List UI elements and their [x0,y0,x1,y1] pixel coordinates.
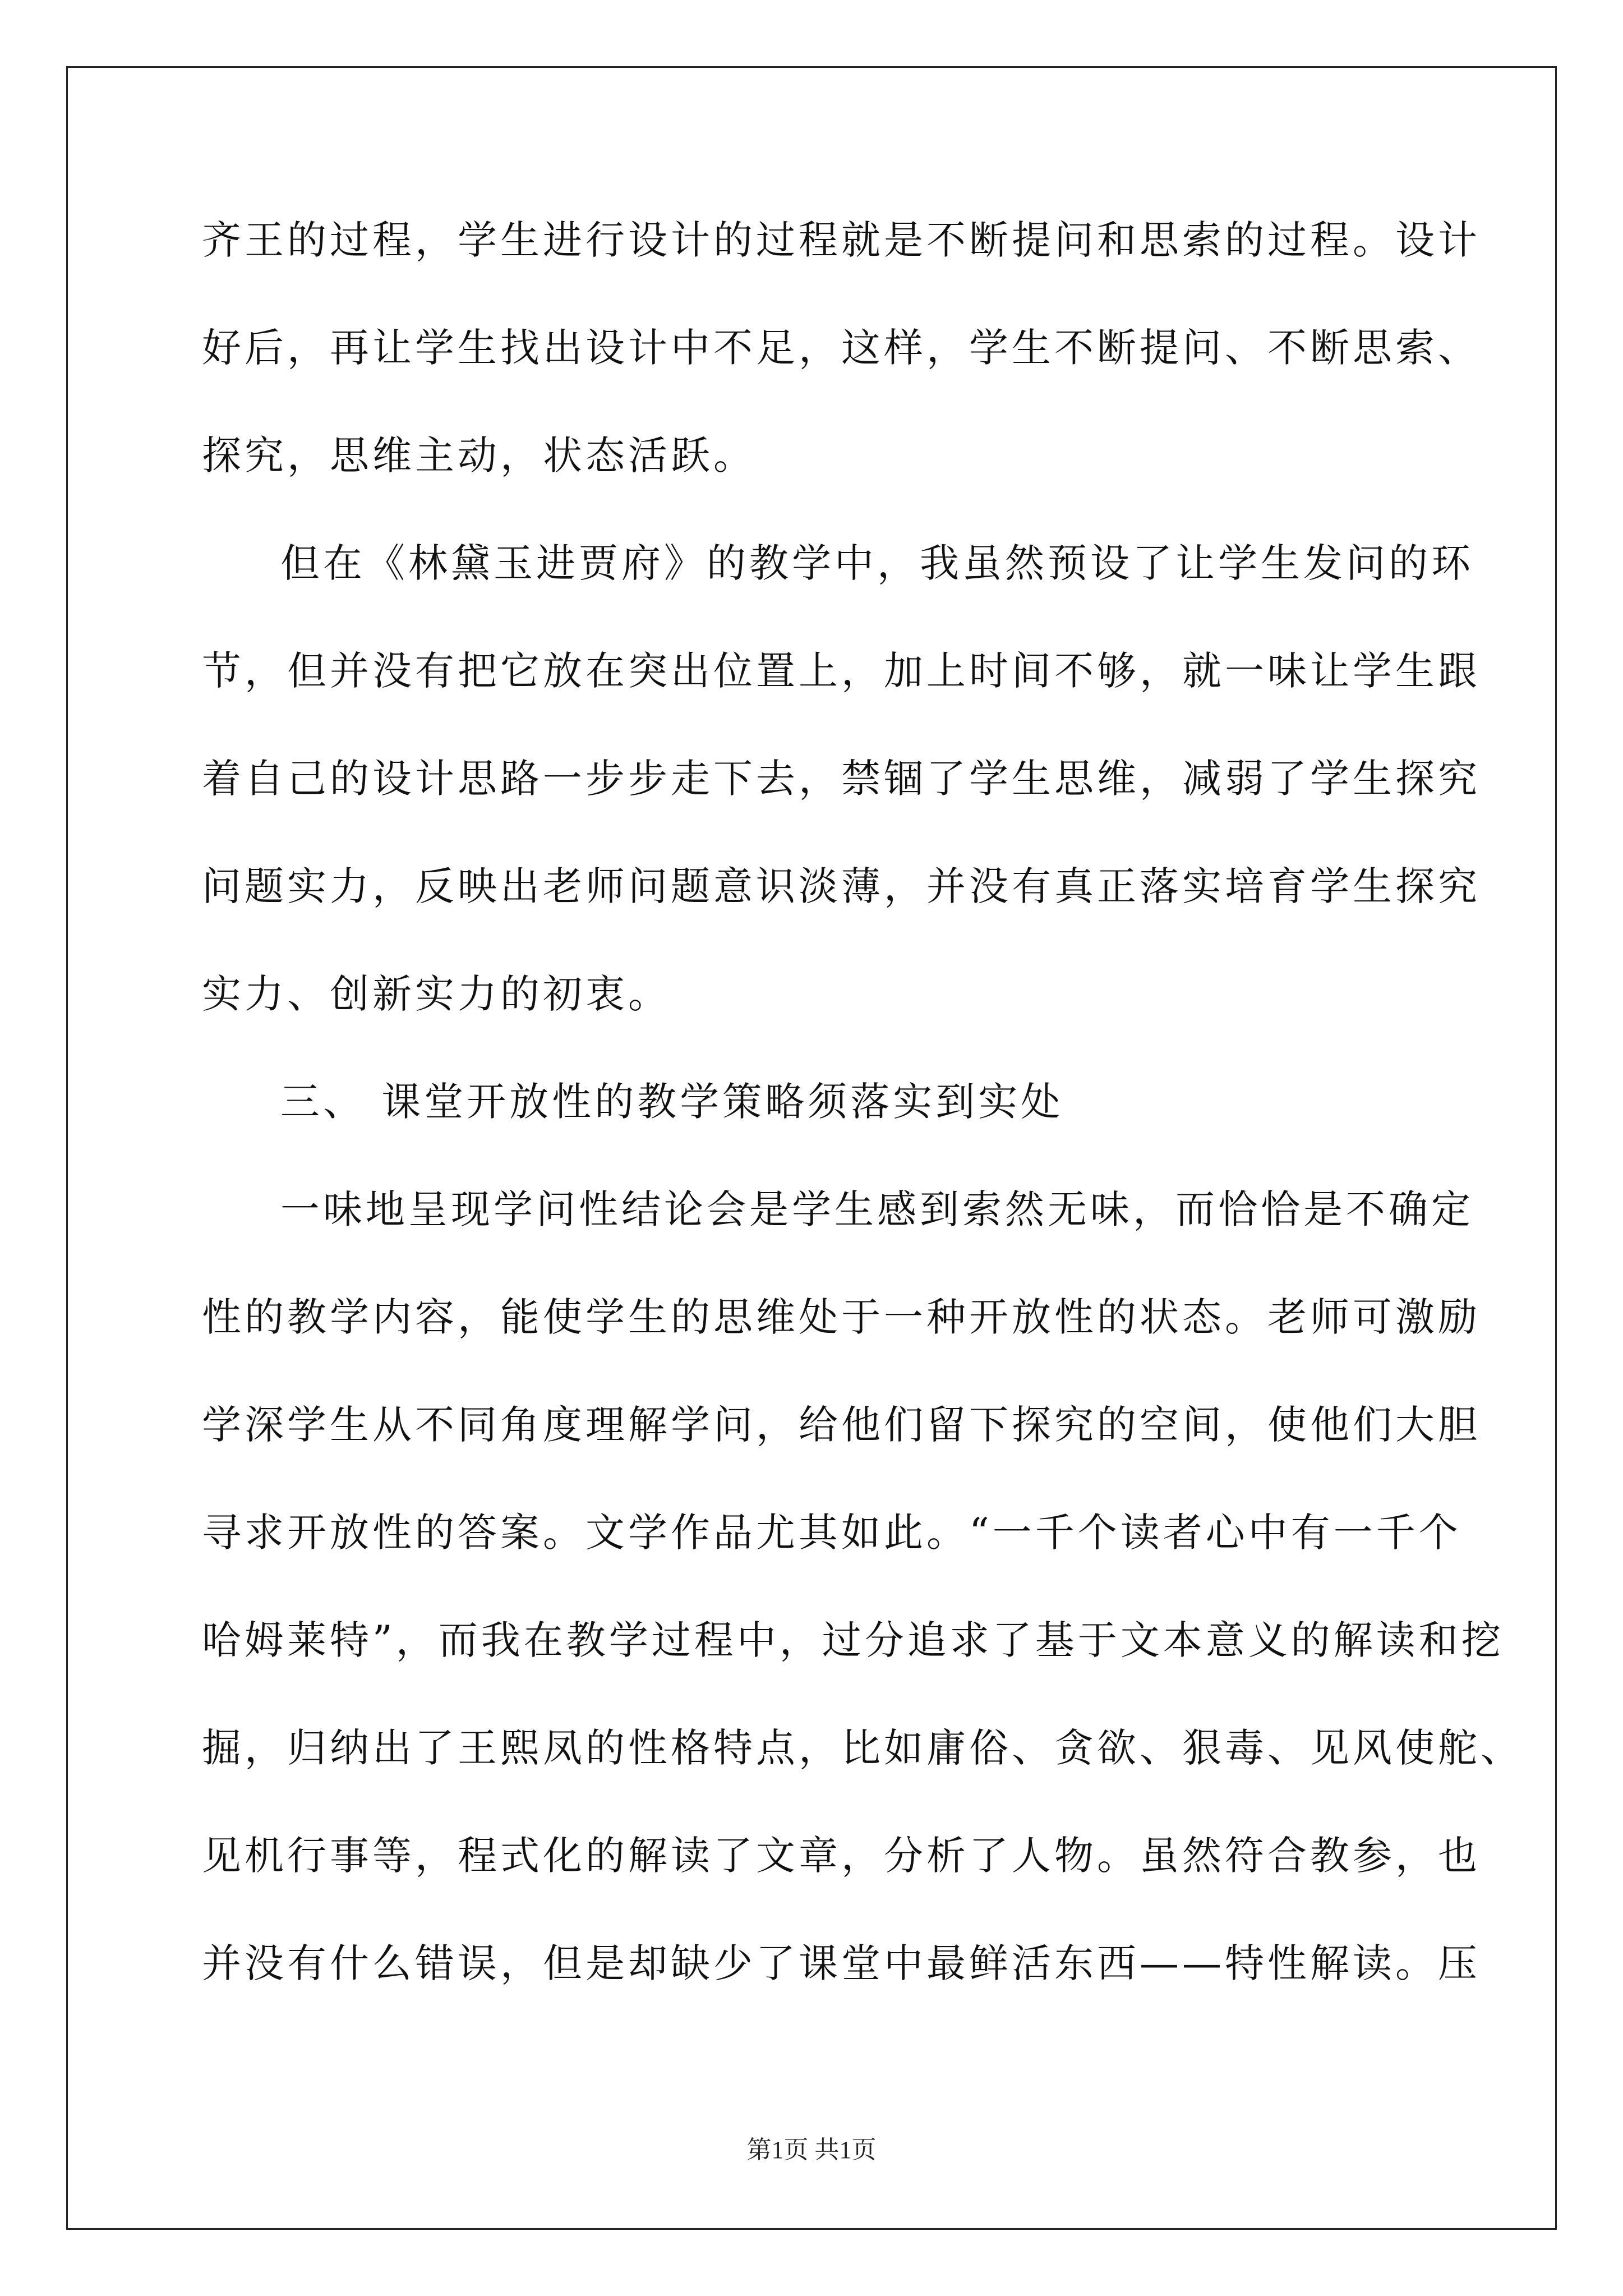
text-line-6: 着自己的设计思路一步步走下去，禁锢了学生思维，减弱了学生探究 [202,756,1481,802]
text-line-16: 见机行事等，程式化的解读了文章，分析了人物。虽然符合教参，也 [202,1833,1481,1879]
text-line-3: 探究，思维主动，状态活跃。 [202,432,756,478]
text-line-10: 一味地呈现学问性结论会是学生感到索然无味，而恰恰是不确定 [280,1186,1474,1232]
text-line-15: 掘，归纳出了王熙凤的性格特点，比如庸俗、贪欲、狠毒、见风使舵、 [202,1725,1523,1771]
text-line-11: 性的教学内容，能使学生的思维处于一种开放性的状态。老师可激励 [202,1294,1481,1340]
text-line-5: 节，但并没有把它放在突出位置上，加上时间不够，就一味让学生跟 [202,648,1481,694]
text-line-4: 但在《林黛玉进贾府》的教学中，我虽然预设了让学生发问的环 [280,540,1474,586]
text-line-12: 学深学生从不同角度理解学问，给他们留下探究的空间，使他们大胆 [202,1402,1481,1448]
text-line-14: 哈姆莱特”，而我在教学过程中，过分追求了基于文本意义的解读和挖 [202,1617,1504,1663]
text-line-2: 好后，再让学生找出设计中不足，这样，学生不断提问、不断思索、 [202,325,1481,371]
text-line-17: 并没有什么错误，但是却缺少了课堂中最鲜活东西——特性解读。压 [202,1940,1481,1986]
section-heading: 三、 课堂开放性的教学策略须落实到实处 [280,1079,1064,1125]
text-line-13: 寻求开放性的答案。文学作品尤其如此。“一千个读者心中有一千个 [202,1510,1461,1556]
text-line-7: 问题实力，反映出老师问题意识淡薄，并没有真正落实培育学生探究 [202,863,1481,909]
text-line-1: 齐王的过程，学生进行设计的过程就是不断提问和思索的过程。设计 [202,217,1481,263]
page-footer: 第1页 共1页 [746,2136,877,2164]
page-border [66,66,1557,2230]
text-line-8: 实力、创新实力的初衷。 [202,971,671,1017]
